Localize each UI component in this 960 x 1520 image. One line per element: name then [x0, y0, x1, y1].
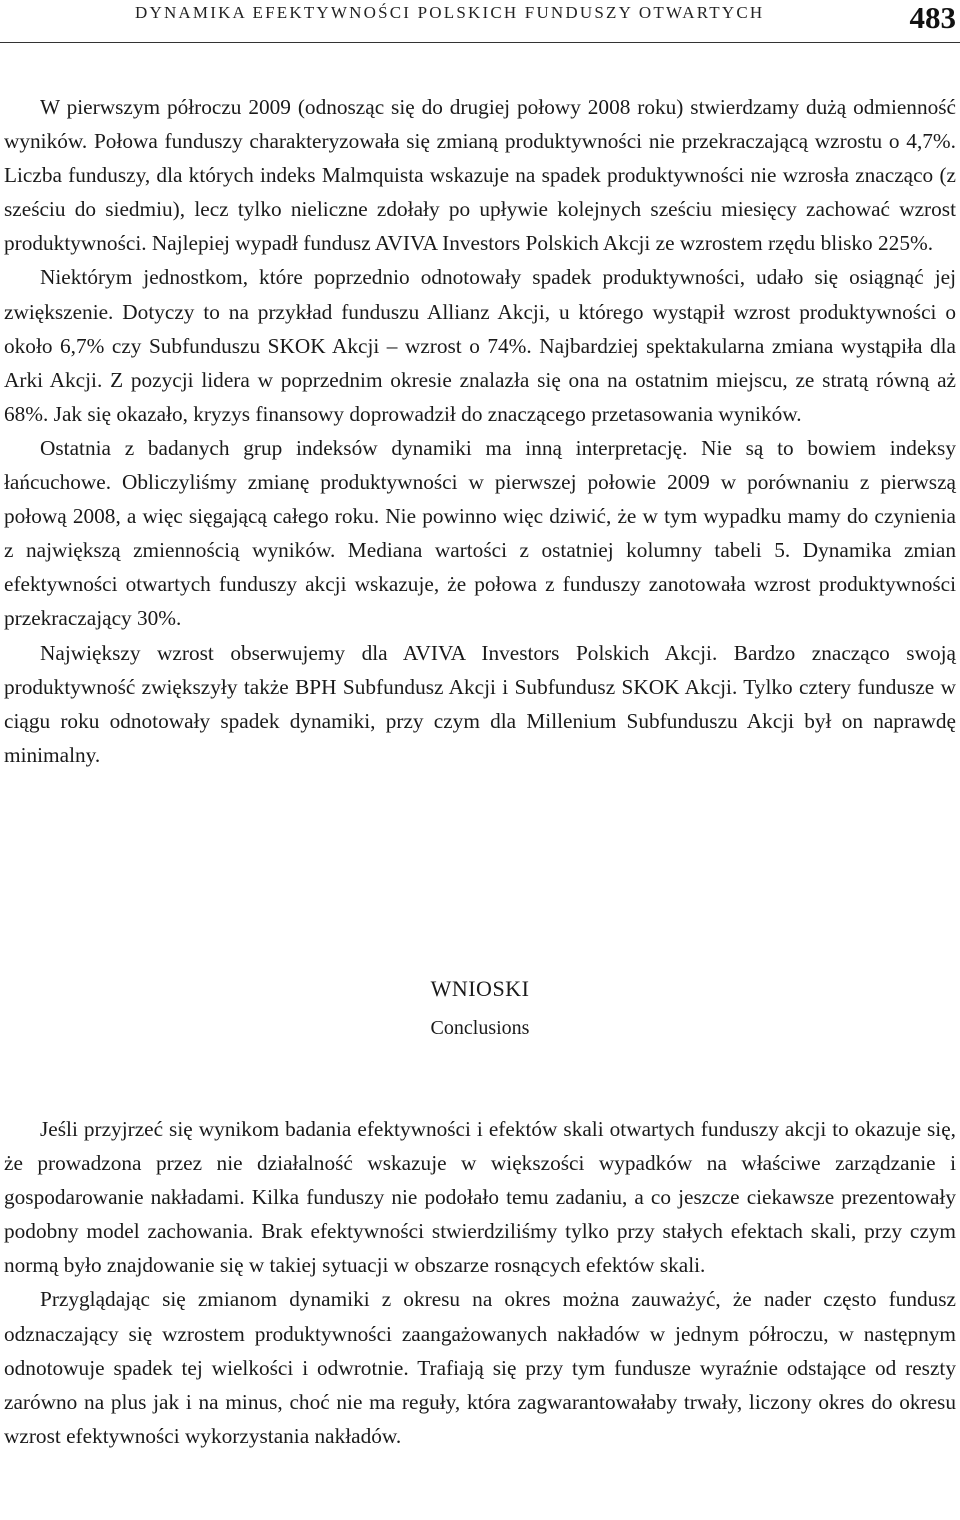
- section-heading: WNIOSKI: [430, 976, 530, 1001]
- page-number: 483: [909, 0, 956, 35]
- body-text-top: [4, 90, 956, 772]
- section-subheading: Conclusions: [430, 1017, 530, 1039]
- paragraph: Przyglądając się zmianom dynamiki z okresu na okres można zauważyć, że nader często fundusz odznaczający się wzrostem produktywności zaangażowanych nakładów w jednym półroczu, w następnym odnotowuje spadek tej wielkości i odwrotnie. Trafiają się przy tym fundusze wyraźnie odstające od reszty zarówno na plus jak i na minus, choć nie ma reguły, która zagwarantowałaby trwały, liczony okres do okresu wzrost efektywności wykorzystania nakładów.: [4, 1287, 956, 1448]
- paragraph: Niektórym jednostkom, które poprzednio odnotowały spadek produktywności, udało się osiągnąć jej zwiększenie. Dotyczy to na przykład funduszu Allianz Akcji, u którego wystąpił wzrost produktywności o około 6,7% czy Subfunduszu SKOK Akcji – wzrost o 74%. Najbardziej spektakularna zmiana wystąpiła dla Arki Akcji. Z pozycji lidera w poprzednim okresie znalazła się ona na ostatnim miejscu, ze stratą równą aż 68%. Jak się okazało, kryzys finansowy doprowadził do znaczącego przetasowania wyników.: [4, 265, 956, 426]
- paragraph: Ostatnia z badanych grup indeksów dynamiki ma inną interpretację. Nie są to bowiem indeksy łańcuchowe. Obliczyliśmy zmianę produktywności w pierwszej połowie 2009 w porównaniu z pierwszą połową 2008, a więc sięgającą całego roku. Nie powinno więc dziwić, że w tym wypadku mamy do czynienia z największą zmiennością wyników. Mediana wartości z ostatniej kolumny tabeli 5. Dynamika zmian efektywności otwartych funduszy akcji wskazuje, że połowa z funduszy zanotowała wzrost produktywności przekraczający 30%.: [4, 435, 956, 631]
- body-text-bottom: [4, 1112, 956, 1453]
- paragraph: Jeśli przyjrzeć się wynikom badania efektywności i efektów skali otwartych funduszy akcji to okazuje się, że prowadzona przez nie działalność wskazuje w większości wypadków na właściwe zarządzanie i gospodarowanie nakładami. Kilka funduszy nie podołało temu zadaniu, a co jeszcze ciekawsze prezentowały podobny model zachowania. Brak efektywności stwierdziliśmy tylko przy stałych efektach skali, przy czym normą było znajdowanie się w takiej sytuacji w obszarze rosnących efektów skali.: [4, 1117, 956, 1278]
- paragraph: W pierwszym półroczu 2009 (odnosząc się do drugiej połowy 2008 roku) stwierdzamy dużą odmienność wyników. Połowa funduszy charakteryzowała się zmianą produktywności nie przekraczającą wzrostu o 4,7%. Liczba funduszy, dla których indeks Malmquista wskazuje na spadek produktywności nie wzrosła znacząco (z sześciu do siedmiu), lecz tylko nieliczne zdołały po upływie kolejnych sześciu miesięcy zachować wzrost produktywności. Najlepiej wypadł fundusz AVIVA Investors Polskich Akcji ze wzrostem rzędu blisko 225%.: [4, 95, 956, 256]
- paragraph: Największy wzrost obserwujemy dla AVIVA Investors Polskich Akcji. Bardzo znacząco swoją produktywność zwiększyły także BPH Subfundusz Akcji i Subfundusz SKOK Akcji. Tylko cztery fundusze w ciągu roku odnotowały spadek dynamiki, przy czym dla Millenium Subfunduszu Akcji był on naprawdę minimalny.: [4, 640, 956, 767]
- running-header: [0, 0, 960, 43]
- running-title: DYNAMIKA EFEKTYWNOŚCI POLSKICH FUNDUSZY OTWARTYCH: [135, 3, 765, 22]
